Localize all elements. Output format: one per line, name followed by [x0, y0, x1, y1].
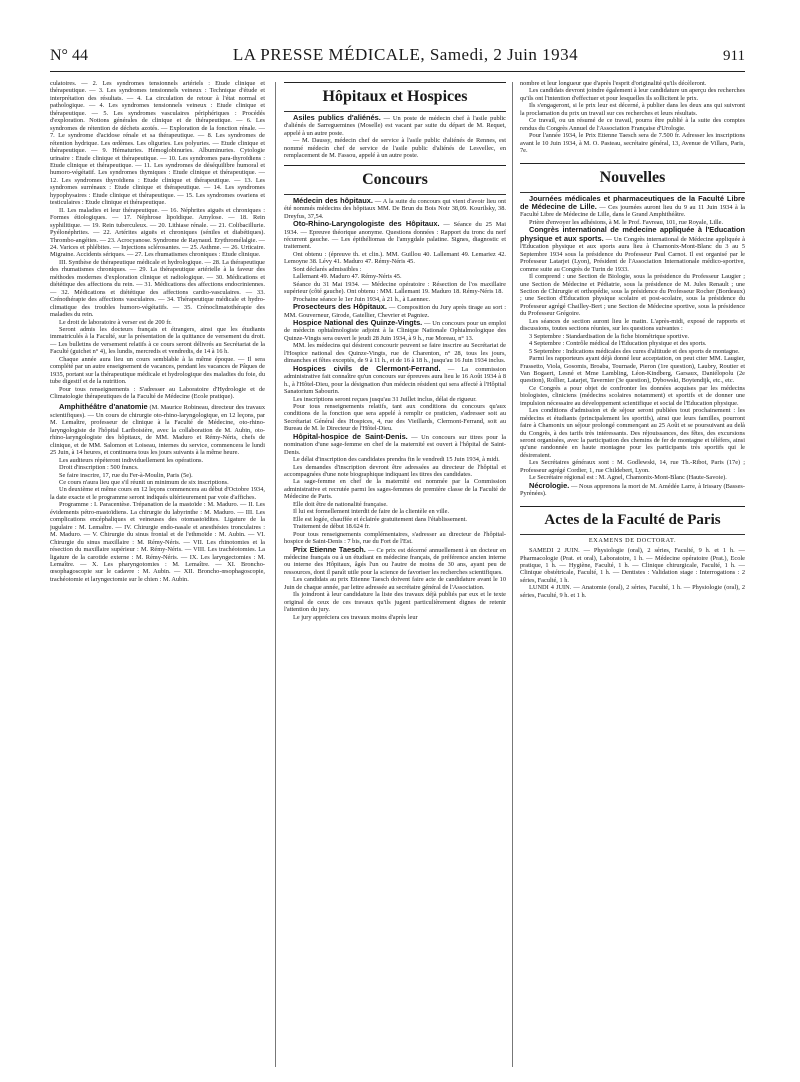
section-heading-nouvelles: Nouvelles — [599, 168, 666, 186]
article-title: Amphithéâtre d'anatomie — [59, 402, 148, 412]
paragraph: Les auditeurs répéteront individuellement les opérations. — [59, 456, 204, 464]
article-title: Hospice National des Quinze-Vingts. — [293, 317, 423, 327]
journal-title: LA PRESSE MÉDICALE, Samedi, 2 Juin 1934 — [232, 45, 579, 64]
issue-number: N° 44 — [50, 47, 88, 64]
article-title: Médecin des hôpitaux. — [293, 195, 373, 205]
paragraph: Pour tous renseignements : S'adresser au Laboratoire d'Hydrologie et de Climatologie thérapeutiques de la Faculté de Médecine (Ecole pratique). — [50, 385, 265, 401]
article-orl: Oto-Rhino-Laryngologiste des Hôpitaux. — Séance du 25 Mai 1934. — Epreuve théorique anonyme. Questions données : Rapport du tronc du nerf récurrent gauche. — Les épithéliomas de l'amygdale palatine. Signes, diagnostic et traitement. — [284, 219, 506, 251]
article-title: Hôpital-hospice de Saint-Denis. — [293, 431, 408, 441]
paragraph: Il lui est formellement interdit de faire de la clientèle en ville. — [293, 508, 450, 516]
paragraph: Un deuxième et même cours en 12 leçons commencera au début d'Octobre 1934, la date exacte et le programme seront indiqués ultérieurement par voie d'affiches. — [50, 486, 265, 501]
article-congres: Congrès international de médecine appliquée à l'Education physique et aux sports. — Un Congrès international de Médecine appliquée à l'Education physique et aux sports aura lieu à Chamonix-Mont-Blanc du 3 au 5 Septembre 1934 sous la présidence du Professeur Paul Carnot. Il est organisé par le Professeur Latarjet (Lyon), Président de l'Association Internationale médico-sportive, comme suite au Congrès de Turin de 1933. — [520, 225, 745, 273]
article-title: Oto-Rhino-Laryngologiste des Hôpitaux. — [293, 219, 440, 229]
paragraph: Les candidats au prix Etienne Taesch doivent faire acte de candidature avant le 10 Juin de chaque année, par lettre adressée au secrétaire général de l'Association. — [284, 576, 506, 591]
paragraph: Ce cours n'aura lieu que s'il réunit un minimum de six inscriptions. — [59, 479, 229, 487]
paragraph: Programme : I. Paracentèse. Trépanation de la mastoïde : M. Maduro. — II. Les évidements pétro-mastoïdiens. La chirurgie du labyrinthe : M. Maduro. — III. Les complications encéphaliques et veineuses des otomastoïdites. Ligature de la jugulaire : M. Lemaître. — IV. Chirurgie endo-nasale et anesthésies tronculaires : M. Maduro. — V. Chirurgie du sinus frontal et de l'ethmoïde : M. Aubin. — VI. Chirurgie du sinus maxillaire : M. Rémy-Néris. — VII. Les rhinotomies et la résection du maxillaire supérieur : M. Rémy-Néris. — VIII. Les trachéotomies. La ligature de la carotide externe : M. Rémy-Néris. — IX. Les laryngectomies : M. Lemaître. — X. Les pharyngotomies : M. Lemaître. — XI. Broncho-œsophagoscopie sur le cadavre : M. Aubin. — XII. Broncho-œsophagoscopie, trachéotomie et laryngectomie sur le chien : M. Aubin. — [50, 501, 265, 583]
paragraph: Les demandes d'inscription devront être adressées au directeur de l'hôpital et accompagnées d'une note biographique indiquant les titres des candidates. — [284, 463, 506, 479]
paragraph: 3 Septembre : Standardisation de la fiche biométrique sportive. — [529, 332, 690, 340]
column-divider — [512, 82, 513, 1067]
article-clermont: Hospices civils de Clermont-Ferrand. — La commission administrative fait connaître qu'un concours sur épreuves aura lieu le 16 Août 1934 à 8 h., à l'Hôtel-Dieu, pour la désignation d'un médecin résident qui sera affecté à l'Hôpital Sanatorium Sabourin. — [284, 363, 506, 396]
paragraph: Lallemant 49. Maduro 47. Rémy-Néris 45. — [293, 273, 402, 281]
paragraph: Prochaine séance le 1er Juin 1934, à 21 h., à Laennec. — [293, 295, 431, 303]
article-title: Asiles publics d'aliénés. — [293, 113, 381, 122]
section-rule — [520, 534, 745, 535]
section-heading-concours: Concours — [362, 170, 428, 188]
masthead — [50, 45, 745, 72]
article-title: Prix Etienne Taesch. — [293, 544, 366, 554]
paragraph: Elle est logée, chauffée et éclairée gratuitement dans l'établissement. — [293, 515, 467, 523]
article-saint-denis: Hôpital-hospice de Saint-Denis. — Un concours sur titres pour la nomination d'une sage-femme en chef de la maternité est ouvert à l'hôpital de Saint-Denis. — [284, 431, 506, 456]
paragraph: Les Secrétaires généraux sont : M. Godlewski, 14, rue Th.-Ribot, Paris (17e) ; Professeur agrégé Cordier, 1, rue Childebert, Lyon. — [520, 459, 745, 474]
paragraph: LUNDI 4 JUIN. — Anatomie (oral), 2 séries, Faculté, 1 h. — Physiologie (oral), 2 séries, Faculté, 9 h. et 1 h. — [520, 584, 745, 599]
paragraph: II. Les maladies et leur thérapeutique. — 16. Néphrites aiguës et chroniques : Formes étiologiques. — 17. Néphrose lipoïdique. Amylose. — 18. Rein syphilitique. — 19. Rein tuberculeux. — 20. Lithiase rénale. — 21. Colibacillurie. Pyélonéphrites. — 22. Artérites aiguës et chroniques (séniles et diabétiques). Thrombo-angéites. — 23. Acrocyanose. Syndrome de Raynaud. Erythromélalgie. — 24. Varices et phlébites. — Injections sclérosantes. — 25. Asthme. — 26. Urticaire. Migraine. Accidents sériques. — 27. Les rhumatismes chroniques : Etude clinique. — [50, 206, 265, 259]
page-number: 911 — [723, 48, 745, 64]
column-divider — [275, 82, 276, 1067]
paragraph: Elle doit être de nationalité française. — [293, 500, 388, 508]
paragraph: — M. Daussy, médecin chef de service à l'asile public d'aliénés de Rennes, est nommé médecin chef de service de l'asile public d'aliénés de Lesvellec, en remplacement de M. Fassou, appelé à un autre poste. — [284, 137, 506, 160]
paragraph: Pour tous renseignements complémentaires, s'adresser au directeur de l'hôpital-hospice de Saint-Denis : 7 bis, rue du Fort de l'Est. — [284, 530, 506, 546]
article-prosecteurs: Prosecteurs des Hôpitaux. — Composition du Jury après tirage au sort : MM. Gouverneur, Girode, Gatellier, Chevrier et Pagniez. — [284, 302, 506, 319]
paragraph: La sage-femme en chef de la maternité est nommée par la Commission administrative et recrutée parmi les sages-femmes de première classe de la Faculté de Médecine de Paris. — [284, 478, 506, 501]
paragraph: Ont obtenu : (épreuve th. et clin.). MM. Guillou 40. Lallemant 49. Lemariez 42. Lemoyne 38. Lévy 41. Maduro 47. Rémy-Néris 45. — [284, 250, 506, 266]
paragraph: Seront admis les docteurs français et étrangers, ainsi que les étudiants immatriculés à la Faculté, sur la présentation de la quittance de versement du droit. — Les bulletins de versement relatifs à ce cours seront délivrés au Secrétariat de la Faculté (guichet n° 4), les lundis, mercredis et vendredis, de 14 à 16 h. — [50, 325, 265, 356]
article-necrologie: Nécrologie. — Nous apprenons la mort de M. Amédée Larre, à Irissary (Basses-Pyrénées). — [520, 480, 745, 498]
column-middle — [284, 80, 506, 1070]
paragraph: Parmi les rapporteurs ayant déjà donné leur acceptation, on peut citer MM. Laugier, Frassetto, Viola, Gosomis, Broaba, Tournade, Pieron (1re question), Laubry, Routier et Van Bogaert, Lesné et Mme Lambling, Léon-Kindberg, Garsaux, Daniélopolu (2e question), Rollier, Latarjet, Tavernier (3e question), Dybowski, Boytendijk, etc., etc. — [520, 355, 745, 385]
paragraph: MM. les médecins qui désirent concourir peuvent se faire inscrire au Secrétariat de l'Hospice national des Quinze-Vingts, rue de Charenton, n° 28, tous les jours, dimanches et fêtes exceptés, de 9 à 11 h., et de 16 à 18 h., jusqu'au 16 Juin 1934 inclus. — [284, 342, 506, 365]
section-heading-hopitaux: Hôpitaux et Hospices — [322, 88, 468, 105]
paragraph: Sont déclarés admissibles : — [293, 265, 362, 273]
article-title: Prosecteurs des Hôpitaux. — [293, 302, 387, 312]
article-amphitheatre — [50, 403, 265, 456]
section-heading-actes: Actes de la Faculté de Paris — [544, 511, 721, 528]
section-rule — [520, 506, 745, 507]
article-title: Nécrologie. — [529, 480, 570, 490]
paragraph: Le jury appréciera ces travaux moins d'après leur — [293, 613, 418, 621]
paragraph: nombre et leur longueur que d'après l'esprit d'originalité qu'ils décèleront. — [520, 80, 707, 87]
paragraph: Traitement de début 18.624 fr. — [293, 523, 370, 531]
paragraph: Le droit de laboratoire à verser est de 200 fr. — [59, 318, 172, 326]
paragraph: Les conditions d'admission et de séjour seront publiées tout prochainement : les médecins et étudiants (principalement les sportifs), ainsi que leurs familles, pourront faire à Chamonix un séjour prolongé commençant au 25 Août et se poursuivant au delà du Congrès, à des tarifs très intéressants. Des réjouissances, des fêtes, des excursions seront organisées, avec la participation des chemins de fer de montagne et téléfers, ainsi qu'une randonnée en haute montagne pour les participants très sportifs qui le désireraient. — [520, 407, 745, 459]
column-left — [50, 80, 265, 1070]
paragraph: Les candidats devront joindre également à leur candidature un aperçu des recherches qu'ils ont l'intention d'effectuer et pour lesquelles ils sollicitent le prix. — [520, 87, 745, 102]
paragraph: Il comprend : une Section de Biologie, sous la présidence du Professeur Laugier ; une Section de Médecine et Pédiatrie, sous la présidence de M. Jules Renault ; une Section de Chirurgie et orthopédie, sous la présidence du Professeur Rocher (Bordeaux) ; une Section d'Education physique scolaire et post-scolaire, sous la présidence du Professeur agrégé Chailley-Bert ; une Section de Médecine sportive, sous la présidence du Professeur Grégoire. — [520, 273, 745, 318]
paragraph: 4 Septembre : Contrôle médical de l'Education physique et des sports. — [529, 340, 707, 348]
article-journees-lille: Journées médicales et pharmaceutiques de la Faculté Libre de Médecine de Lille. — Ces journées auront lieu du 9 au 11 Juin 1934 à la Faculté Libre de Médecine de Lille, dans le Grand Amphithéâtre. — [520, 193, 745, 219]
article-quinze-vingts: Hospice National des Quinze-Vingts. — Un concours pour un emploi de médecin ophtalmologiste adjoint à la Clinique Nationale Ophtalmologique des Quinze-Vingts sera ouvert le jeudi 28 Juin 1934, à 9 h., rue Moreau, n° 13. — [284, 317, 506, 342]
paragraph: Droit d'inscription : 500 francs. — [59, 464, 139, 472]
paragraph: Les séances de section auront lieu le matin. L'après-midi, exposé de rapports et discussions, toutes sections réunies, sur les questions suivantes : — [520, 317, 745, 333]
section-rule — [520, 192, 745, 193]
paragraph: Le Secrétaire régional est : M. Agnel, Chamonix-Mont-Blanc (Haute-Savoie). — [529, 474, 727, 482]
paragraph: Séance du 31 Mai 1934. — Médecine opératoire : Résection de l'os maxillaire supérieur (côté gauche). Ont obtenu : MM. Lallemant 19. Maduro 18. Rémy-Néris 18. — [284, 280, 506, 296]
paragraph: Le délai d'inscription des candidates prendra fin le vendredi 15 Juin 1934, à midi. — [293, 456, 500, 464]
paragraph: Se faire inscrire, 17, rue du Fer-à-Moulin, Paris (5e). — [59, 471, 193, 479]
article-prix-taesch: Prix Etienne Taesch. — Ce prix est décerné annuellement à un docteur en médecine français ou à un étudiant en médecine français, de préférence ancien interne ou interne des Hôpitaux, âgés l'un ou l'autre de moins de 30 ans, ayant peu de ressources, dont il paraît utile pour la science de favoriser les recherches scientifiques. — [284, 544, 506, 576]
paragraph: Prière d'envoyer les adhésions, à M. le Prof. Favreau, 101, rue Royale, Lille. — [529, 218, 724, 226]
article-asiles: Asiles publics d'aliénés. — Un poste de médecin chef à l'asile public d'aliénés de Sarreguemines (Moselle) est vacant par suite du départ de M. Requet, appelé à un autre poste. — [284, 113, 506, 137]
article-medecin-hopitaux: Médecin des hôpitaux. — A la suite du concours qui vient d'avoir lieu ont été nommés médecins des hôpitaux MM. De Brun du Bois Noir 38,09. Kourilsky, 38. Dreyfus, 37,54. — [284, 195, 506, 220]
paragraph: III. Synthèse de thérapeutique médicale et hydrologique. — 28. La thérapeutique des rhumatismes chroniques. — 29. La thérapeutique artérielle à la faveur des méthodes modernes d'exploration clinique et radiologique. — 30. Médications et diététique des affections du rein. — 31. Médications des affections endocriniennes. — 32. Médications et diététique des affections cardio-vasculaires. — 33. Crénothérapie des affections vasculaires. — 34. Thérapeutique médicale et hydro-climatique des troubles humoro-végétatifs. — 35. Crénoclimatothérapie des maladies du rein. — [50, 258, 265, 319]
paragraph: Ils s'engageront, si le prix leur est décerné, à publier dans les deux ans qui suivront la proclamation du prix un travail sur ces recherches et leurs résultats. — [520, 102, 745, 117]
section-rule — [284, 194, 506, 195]
paragraph: Les inscriptions seront reçues jusqu'au 31 Juillet inclus, délai de rigueur. — [293, 395, 477, 403]
section-rule — [284, 111, 506, 112]
paragraph: 5 Septembre : Indications médicales des cures d'altitude et des sports de montagne. — [529, 347, 740, 355]
section-rule — [520, 163, 745, 164]
paragraph: Ce travail, ou un résumé de ce travail, pourra être publié à la suite des comptes rendus du Congrès Annuel de l'Association Française d'Urologie. — [520, 117, 745, 132]
section-rule — [284, 82, 506, 83]
paragraph: culatoires. — 2. Les syndromes tensionnels artériels : Etude clinique et thérapeutique. — 3. Les syndromes tensionnels veineux : Technique d'étude et interprétation des résultats. — 4. La circulation de retour à l'état normal et pathologique. — 4. Les syndromes tensionnels veineux : Etude clinique et thérapeutique. — 5. Les syndromes vasculaires périphériques : Procédés d'exploration. Notions générales de clinique et de thérapeutique. — 6. Les syndromes de rétention de déchets azotés. — Exploration de la fonction rénale. — 7. Le syndrome d'acidose rénale et sa thérapeutique. — 8. Les syndromes de rétention hydrique. Les œdèmes. Les oliguries. Les polyuries. — Etude clinique et thérapeutique. — 9. Hématuries. Hémoglobinuries. Albuminuries. Cytologie urinaire : Etude clinique et thérapeutique. — 10. Les syndromes para-thyroïdiens : Etude clinique et thérapeutique. — 11. Les syndromes de déséquilibre humoral et humoro-végétatif. Les syndromes thymiques : Etude clinique et thérapeutique. — 12. Les syndromes thyroïdiens : Etude clinique et thérapeutique. — 13. Les syndromes surrénaux : Etude clinique et thérapeutique. — 14. Les syndromes hypophysaires : Etude clinique et thérapeutique. — 15. Les syndromes ovariens et testiculaires : Etude clinique et thérapeutique. — [50, 80, 265, 207]
article-title: Congrès international de médecine appliquée à l'Education physique et aux sports. — [520, 225, 745, 243]
paragraph: SAMEDI 2 JUIN. — Physiologie (oral), 2 séries, Faculté, 9 h. et 1 h. — Pharmacologie (Prat. et oral), Laboratoire, 1 h. — Médecine opératoire (Prat.), Ecole pratique, 1 h. — Hygiène, Faculté, 1 h. — Clinique chirurgicale, Faculté, 1 h. — Clinique obstétricale, Faculté, 1 h. — Dentistes : Validation stage : Interrogations : 2 séries, Faculté, 1 h. — [520, 547, 745, 584]
article-lead: (M. Maurice Robineau, directeur des travaux scientifiques). — Un cours de chirurgie oto-rhino-laryngologique, en 12 leçons, par M. Lemaître, professeur de clinique à la Faculté de Médecine, oto-rhino-laryngologiste de l'hôpital Lariboisière, avec la collaboration de M. Aubin, oto-rhino-laryngologiste des hôpitaux, de MM. Maduro et Rémy-Néris, chefs de clinique, et de MM. Salomon et Loiseau, internes du service, commencera le lundi 25 Juin, à 14 heures, et continuera tous les jours suivants à la même heure. — [50, 404, 265, 457]
article-title: Journées médicales et pharmaceutiques de la Faculté Libre de Médecine de Lille. — [520, 193, 745, 211]
section-rule — [284, 165, 506, 166]
paragraph: Ce Congrès a pour objet de confronter les données acquises par les médecins biologistes, cliniciens (médecins scolaires notamment) et sportifs et de donner une impulsion nécessaire au développement scientifique et social de l'Education physique. — [520, 384, 745, 407]
paragraph: Pour tous renseignements relatifs, tant aux conditions du concours qu'aux conditions de la fonction que sera appelé à remplir ce praticien, s'adresser soit au Secrétariat Général des Hospices, 4, rue des Vieillards, Clermont-Ferrand, soit au Bureau de M. le Directeur de l'Hôtel-Dieu. — [284, 402, 506, 433]
subheading-examens: EXAMENS DE DOCTORAT. — [588, 536, 677, 544]
paragraph: Pour l'année 1934, le Prix Etienne Taesch sera de 7.500 fr. Adresser les inscriptions avant le 10 Juin 1934, à M. O. Pasteau, secrétaire général, 13, Avenue de Villars, Paris, 7e. — [520, 132, 745, 155]
column-right — [520, 80, 745, 1070]
paragraph: Chaque année aura lieu un cours semblable à la même époque. — Il sera complété par un autre enseignement de vacances, pendant les vacances de Pâques de 1935, portant sur la thérapeutique médicale et hydrologique des maladies du foie, du tube digestif et de la nutrition. — [50, 355, 265, 386]
paragraph: Ils joindront à leur candidature la liste des travaux déjà publiés par eux et le texte original de ceux de ces travaux qu'ils jugent particulièrement dignes de retenir l'attention du jury. — [284, 591, 506, 614]
article-title: Hospices civils de Clermont-Ferrand. — [293, 363, 441, 373]
